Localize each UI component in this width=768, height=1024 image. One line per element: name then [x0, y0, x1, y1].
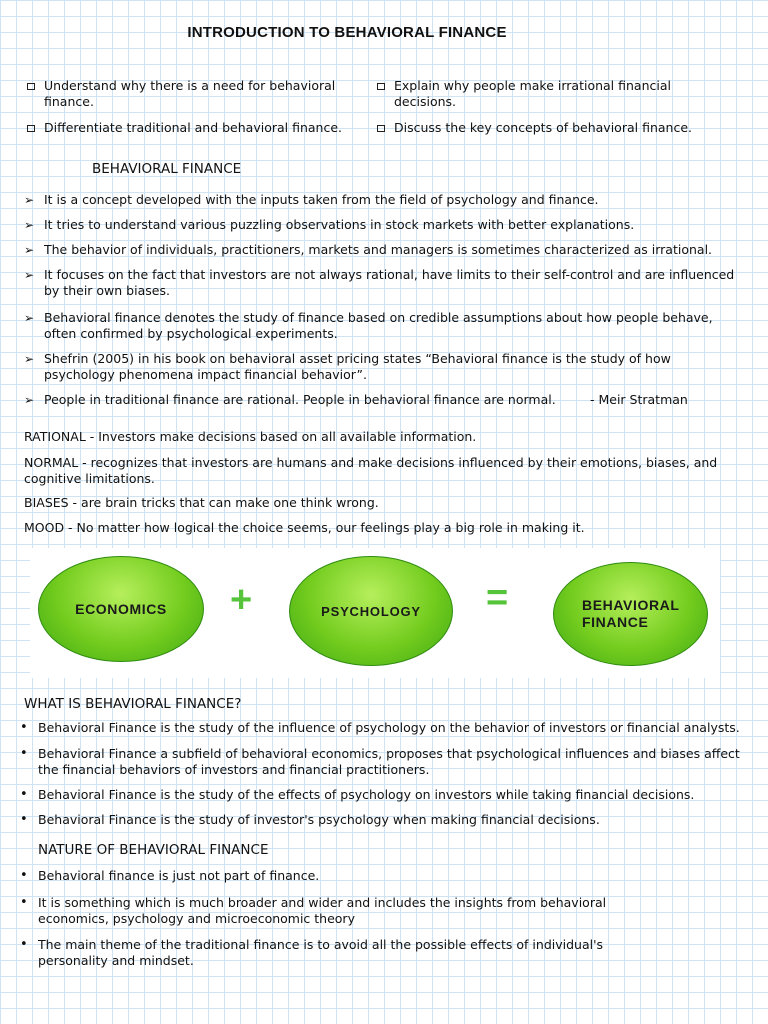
economics-label: ECONOMICS: [75, 601, 167, 617]
objective-item: Explain why people make irrational financial decisions.: [376, 78, 704, 110]
behavioral-finance-label: BEHAVIORAL FINANCE: [582, 597, 680, 630]
list-item: • Behavioral Finance a subfield of behavioral economics, proposes that psychological influences and biases affect the financial behaviors of investors and financial practitioners.: [20, 746, 750, 778]
objective-item: Understand why there is a need for behavioral finance.: [26, 78, 359, 110]
behavioral-finance-oval: [553, 562, 708, 666]
list-item: • Behavioral finance is just not part of finance.: [20, 868, 750, 884]
objective-item: Discuss the key concepts of behavioral finance.: [376, 120, 744, 136]
plus-icon: +: [230, 579, 253, 621]
quote-author: - Meir Stratman: [590, 392, 688, 407]
objective-item: Differentiate traditional and behavioral finance.: [26, 120, 379, 136]
equals-icon: =: [486, 577, 509, 619]
list-item: ➢ It focuses on the fact that investors are not always rational, have limits to their self-control and are influenced by their own biases.: [24, 267, 744, 299]
section-heading-behavioral-finance: BEHAVIORAL FINANCE: [92, 161, 242, 177]
quote-text: People in traditional finance are rational. People in behavioral finance are normal.: [44, 392, 556, 407]
definition-mood: MOOD - No matter how logical the choice seems, our feelings play a big role in making it.: [24, 520, 585, 535]
list-item: ➢ It is a concept developed with the inputs taken from the field of psychology and finance.: [24, 192, 744, 208]
psychology-oval: [289, 556, 453, 666]
list-item: ➢ Behavioral finance denotes the study of finance based on credible assumptions about how people behave, often confirmed by psychological experiments.: [24, 310, 744, 342]
definition-biases: BIASES - are brain tricks that can make one think wrong.: [24, 495, 379, 510]
section-heading-what-is: WHAT IS BEHAVIORAL FINANCE?: [24, 696, 242, 712]
list-item: • Behavioral Finance is the study of investor's psychology when making financial decisions.: [20, 812, 750, 828]
list-item: ➢ The behavior of individuals, practitioners, markets and managers is sometimes characterized as irrational.: [24, 242, 744, 258]
definition-rational: RATIONAL - Investors make decisions based on all available information.: [24, 429, 477, 444]
definition-normal: NORMAL - recognizes that investors are humans and make decisions influenced by their emotions, biases, and cognitive limitations.: [24, 455, 718, 486]
list-item: ➢ Shefrin (2005) in his book on behavioral asset pricing states “Behavioral finance is the study of how psychology phenomena impact financial behavior”.: [24, 351, 744, 383]
economics-oval: [38, 556, 204, 662]
section-heading-nature: NATURE OF BEHAVIORAL FINANCE: [38, 842, 269, 858]
list-item: [24, 392, 744, 408]
psychology-label: PSYCHOLOGY: [321, 603, 421, 619]
list-item: • The main theme of the traditional finance is to avoid all the possible effects of individual's personality and mindset.: [20, 937, 620, 969]
list-item: ➢ It tries to understand various puzzling observations in stock markets with better explanations.: [24, 217, 744, 233]
page-title: INTRODUCTION TO BEHAVIORAL FINANCE: [187, 24, 507, 41]
list-item: • It is something which is much broader and wider and includes the insights from behavioral economics, psychology and microeconomic theory: [20, 895, 620, 927]
list-item: • Behavioral Finance is the study of the influence of psychology on the behavior of investors or financial analysts.: [20, 720, 750, 736]
list-item: • Behavioral Finance is the study of the effects of psychology on investors while taking financial decisions.: [20, 787, 750, 803]
